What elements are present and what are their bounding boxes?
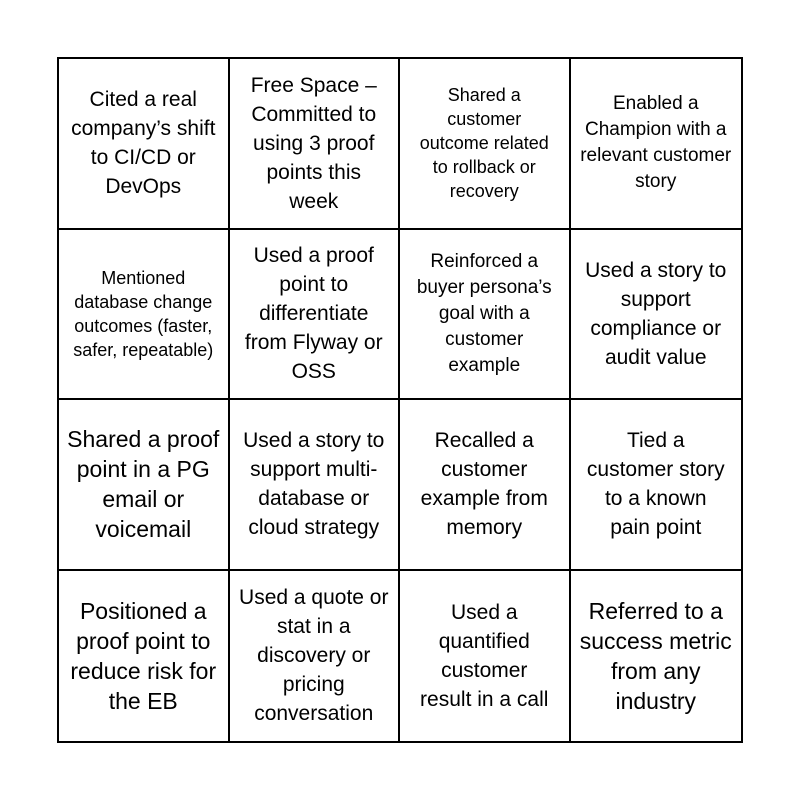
cell-text: Positioned a proof point to reduce risk for the EB bbox=[70, 597, 217, 714]
bingo-cell[interactable] bbox=[400, 571, 571, 742]
bingo-cell[interactable] bbox=[59, 400, 230, 571]
bingo-cell-free-space[interactable] bbox=[230, 59, 401, 230]
bingo-cell[interactable] bbox=[571, 400, 742, 571]
bingo-card bbox=[57, 57, 743, 743]
bingo-cell[interactable] bbox=[400, 59, 571, 230]
bingo-cell[interactable] bbox=[59, 230, 230, 401]
cell-text: Used a story to support compliance or audit value bbox=[585, 258, 727, 369]
cell-text: Shared a customer outcome related to rollback or recovery bbox=[419, 85, 549, 202]
bingo-cell[interactable] bbox=[400, 400, 571, 571]
bingo-cell[interactable] bbox=[230, 571, 401, 742]
cell-text: Mentioned database change outcomes (faster, safer, repeatable) bbox=[73, 267, 214, 360]
bingo-cell[interactable] bbox=[571, 230, 742, 401]
cell-text: Enabled a Champion with a relevant customer story bbox=[580, 93, 732, 193]
bingo-cell[interactable] bbox=[59, 59, 230, 230]
bingo-cell[interactable] bbox=[571, 59, 742, 230]
cell-text: Used a story to support multi-database or cloud strategy bbox=[243, 429, 385, 540]
bingo-cell[interactable] bbox=[59, 571, 230, 742]
cell-text: Recalled a customer example from memory bbox=[420, 429, 548, 540]
cell-text: Tied a customer story to a known pain point bbox=[586, 429, 725, 540]
cell-text: Cited a real company’s shift to CI/CD or DevOps bbox=[71, 88, 216, 199]
bingo-cell[interactable] bbox=[571, 571, 742, 742]
cell-text: Used a quantified customer result in a call bbox=[420, 600, 549, 711]
bingo-cell[interactable] bbox=[230, 400, 401, 571]
cell-text: Reinforced a buyer persona’s goal with a customer example bbox=[416, 250, 552, 376]
cell-text: Free Space – Committed to using 3 proof points this week bbox=[250, 73, 377, 213]
cell-text: Used a proof point to differentiate from Flyway or OSS bbox=[244, 244, 383, 384]
cell-text: Referred to a success metric from any industry bbox=[579, 597, 732, 714]
cell-text: Used a quote or stat in a discovery or pricing conversation bbox=[239, 586, 389, 726]
cell-text: Shared a proof point in a PG email or voicemail bbox=[67, 426, 220, 543]
bingo-cell[interactable] bbox=[400, 230, 571, 401]
bingo-cell[interactable] bbox=[230, 230, 401, 401]
